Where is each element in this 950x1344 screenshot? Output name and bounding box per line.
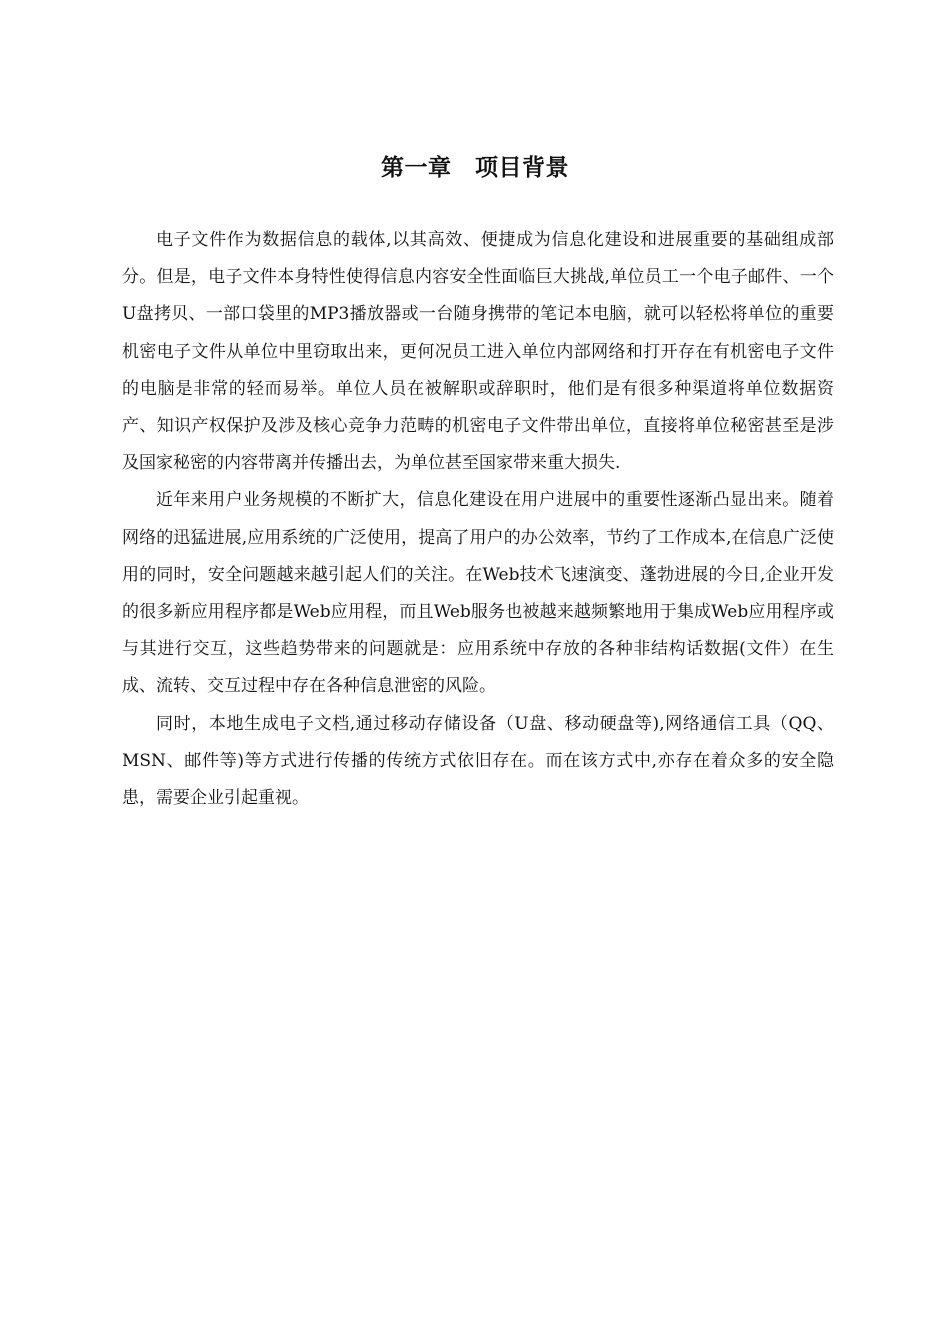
chapter-body bbox=[122, 222, 834, 817]
paragraph-2: 近年来用户业务规模的不断扩大，信息化建设在用户进展中的重要性逐渐凸显出来。随着网络的迅猛进展,应用系统的广泛使用，提高了用户的办公效率，节约了工作成本,在信息广泛使用的同时，安全问题越来越引起人们的关注。在Web技术飞速演变、蓬勃进展的今日,企业开发的很多新应用程序都是Web应用程，而且Web服务也被越来越频繁地用于集成Web应用程序或与其进行交互，这些趋势带来的问题就是：应用系统中存放的各种非结构话数据(文件）在生成、流转、交互过程中存在各种信息泄密的风险。 bbox=[122, 490, 834, 697]
chapter-title: 第一章 项目背景 bbox=[381, 155, 569, 181]
paragraph-3: 同时，本地生成电子文档,通过移动存储设备（U盘、移动硬盘等),网络通信工具（QQ、MSN、邮件等)等方式进行传播的传统方式依旧存在。而在该方式中,亦存在着众多的安全隐患，需要企业引起重视。 bbox=[122, 713, 834, 809]
paragraph-1: 电子文件作为数据信息的载体,以其高效、便捷成为信息化建设和进展重要的基础组成部分。但是，电子文件本身特性使得信息内容安全性面临巨大挑战,单位员工一个电子邮件、一个U盘拷贝、一部口袋里的MP3播放器或一台随身携带的笔记本电脑，就可以轻松将单位的重要机密电子文件从单位中里窃取出来，更何况员工进入单位内部网络和打开存在有机密电子文件的电脑是非常的轻而易举。单位人员在被解职或辞职时，他们是有很多种渠道将单位数据资产、知识产权保护及涉及核心竞争力范畴的机密电子文件带出单位，直接将单位秘密甚至是涉及国家秘密的内容带离并传播出去，为单位甚至国家带来重大损失. bbox=[122, 230, 834, 474]
